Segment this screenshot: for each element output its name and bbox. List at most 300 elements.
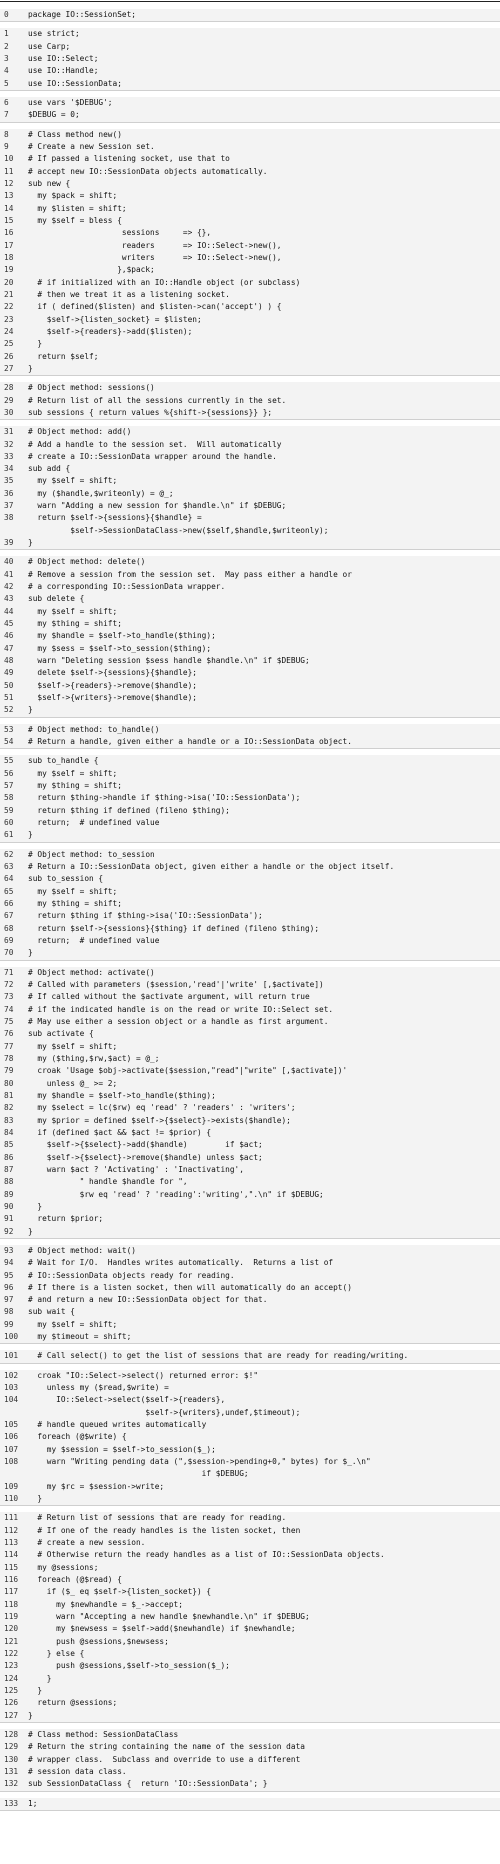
line-number: 48 [4,656,14,666]
line-number: 52 [4,705,14,715]
code-line [0,991,500,1003]
line-source: } [28,363,33,373]
code-line [0,947,500,959]
code-line [0,1004,500,1016]
code-line [0,829,500,841]
line-source: use IO::Select; [28,53,99,63]
line-source: } [28,1686,43,1695]
line-source: my $self = bless { [28,215,122,225]
line-number: 0 [4,10,9,19]
line-number: 128 [4,1729,19,1739]
line-source: foreach (@$write) { [28,1432,127,1442]
line-number: 2 [4,41,9,51]
line-number: 6 [4,97,9,107]
code-line [0,215,500,227]
line-number: 15 [4,215,14,225]
line-source: my $self = shift; [28,1041,118,1051]
code-line [0,886,500,898]
line-number: 66 [4,898,14,908]
line-source: } [28,538,33,548]
code-block [0,1729,500,1792]
line-number: 36 [4,488,14,498]
code-line [0,1697,500,1709]
line-source: warn $act ? 'Activating' : 'Inactivating', [28,1164,244,1174]
line-number: 26 [4,351,14,361]
line-number: 20 [4,277,14,287]
code-line [0,1394,500,1406]
code-line [0,1053,500,1065]
code-line [0,873,500,885]
code-block [0,1798,500,1811]
code-line [0,1407,500,1419]
line-source: readers => IO::Select->new(), [28,240,282,250]
code-line [0,289,500,301]
line-source: IO::Select->select($self->{readers}, [28,1395,226,1405]
code-line [0,439,500,451]
line-number: 93 [4,1245,14,1255]
line-source: return; # undefined value [28,935,160,945]
code-line [0,1741,500,1753]
code-line [0,500,500,512]
line-source: # Remove a session from the session set. May pass either a handle or [28,569,352,579]
line-number: 25 [4,339,14,349]
code-line [0,351,500,363]
line-source: return $thing if defined (fileno $thing); [28,805,230,815]
line-number: 65 [4,886,14,896]
code-line [0,363,500,375]
code-line [0,252,500,264]
code-listing [0,9,500,1811]
code-line [0,606,500,618]
line-source: # Create a new Session set. [28,141,155,151]
code-line [0,166,500,178]
code-line [0,338,500,350]
line-number: 108 [4,1457,19,1467]
line-source: unless my ($read,$write) = [28,1383,169,1393]
code-line [0,581,500,593]
line-source: my $thing = shift; [28,619,122,629]
code-line [0,203,500,215]
line-source: # If called without the $activate argument, will return true [28,992,310,1002]
line-source: my $rc = $session->write; [28,1481,165,1491]
code-line [0,463,500,475]
code-line [0,65,500,77]
code-line [0,141,500,153]
line-source: return $self->{sessions}{$thing} if defined (fileno $thing); [28,923,320,933]
code-line [0,724,500,736]
code-line [0,910,500,922]
line-number: 12 [4,178,14,188]
line-source: unless @_ >= 2; [28,1078,118,1088]
code-line [0,475,500,487]
code-line [0,1152,500,1164]
line-number: 51 [4,693,14,703]
code-line [0,1201,500,1213]
line-number: 30 [4,407,14,417]
line-number: 75 [4,1016,14,1026]
line-source: warn "Adding a new session for $handle.\n" if $DEBUG; [28,501,287,511]
line-source: # If passed a listening socket, use that to [28,154,230,164]
line-number: 129 [4,1742,19,1752]
code-block [0,724,500,750]
code-line [0,817,500,829]
line-number [0,525,28,537]
line-source: my $prior = defined $self->{$select}->exists($handle); [28,1115,291,1125]
code-line [0,1419,500,1431]
code-line [0,488,500,500]
line-number: 62 [4,849,14,859]
line-number: 133 [4,1798,19,1808]
line-source: if ( defined($listen) and $listen->can('accept') ) { [28,302,282,312]
code-line [0,1176,500,1188]
line-source: # Called with parameters ($session,'read'|'write' [,$activate]) [28,979,324,989]
line-number: 74 [4,1004,14,1014]
line-source: push @sessions,$newsess; [28,1636,169,1646]
code-line [0,1282,500,1294]
line-number: 57 [4,781,14,791]
code-line [0,1431,500,1443]
line-number: 124 [4,1673,19,1683]
line-number: 102 [4,1370,19,1380]
line-source: # session data class. [28,1766,127,1776]
code-line [0,1729,500,1741]
code-line [0,1599,500,1611]
line-number: 94 [4,1258,14,1268]
line-number: 125 [4,1686,19,1695]
code-line [0,1090,500,1102]
line-number: 110 [4,1494,19,1504]
line-number: 92 [4,1226,14,1236]
code-line [0,1331,500,1343]
code-line [0,240,500,252]
line-number: 21 [4,289,14,299]
line-source: # create a IO::SessionData wrapper around the handle. [28,451,277,461]
line-source: if (defined $act && $act != $prior) { [28,1127,212,1137]
line-number: 104 [4,1395,19,1405]
line-number: 59 [4,805,14,815]
line-source: $self->{$select}->remove($handle) unless $act; [28,1152,263,1162]
code-line [0,861,500,873]
line-source: use strict; [28,29,80,39]
code-line [0,792,500,804]
line-source: sub to_session { [28,874,104,884]
code-line [0,1115,500,1127]
line-number: 70 [4,948,14,958]
code-line [0,655,500,667]
line-number: 112 [4,1525,19,1535]
line-number: 76 [4,1029,14,1039]
line-source: my $session = $self->to_session($_); [28,1444,216,1454]
code-line [0,1468,500,1480]
line-source: push @sessions,$self->to_session($_); [28,1661,230,1671]
code-line [0,1444,500,1456]
line-source: # accept new IO::SessionData objects automatically. [28,166,268,176]
line-source: " handle $handle for ", [28,1177,188,1187]
line-number: 54 [4,737,14,747]
code-line [0,1164,500,1176]
line-source: 1; [28,1798,38,1808]
line-number: 64 [4,874,14,884]
code-line [0,109,500,121]
line-source: my $newsess = $self->add($newhandle) if $newhandle; [28,1624,296,1634]
line-source: sub new { [28,178,71,188]
line-number: 100 [4,1332,19,1342]
code-line [0,692,500,704]
code-line [0,1294,500,1306]
line-number: 69 [4,935,14,945]
line-source: use IO::Handle; [28,66,99,76]
line-number: 27 [4,363,14,373]
line-number: 13 [4,191,14,201]
line-source: } [28,948,33,958]
code-line [0,382,500,394]
line-number: 103 [4,1383,19,1393]
line-source: $self->SessionDataClass->new($self,$handle,$writeonly); [28,525,329,535]
code-line [0,630,500,642]
line-number: 40 [4,557,14,567]
line-source: my $self = shift; [28,476,118,486]
code-line [0,1623,500,1635]
line-source: # Object method: wait() [28,1245,136,1255]
line-source: # and return a new IO::SessionData object for that. [28,1295,268,1305]
line-source: # Object method: add() [28,427,132,437]
code-line [0,979,500,991]
line-number: 32 [4,439,14,449]
code-line [0,1078,500,1090]
code-line [0,407,500,419]
line-number: 73 [4,992,14,1002]
code-line [0,935,500,947]
line-source: sub sessions { return values %{shift->{sessions}} }; [28,407,273,417]
line-source: delete $self->{sessions}{$handle}; [28,668,197,678]
code-line [0,1525,500,1537]
line-source: my $handle = $self->to_handle($thing); [28,631,216,641]
line-number: 53 [4,724,14,734]
code-line [0,1127,500,1139]
line-source: my ($handle,$writeonly) = @_; [28,488,174,498]
code-line [0,1778,500,1790]
line-number: 71 [4,967,14,977]
line-source: writers => IO::Select->new(), [28,252,282,262]
code-line [0,1041,500,1053]
code-line [0,1562,500,1574]
code-line [0,28,500,40]
code-line [0,967,500,979]
code-line [0,190,500,202]
code-line [0,1611,500,1623]
line-source: } [28,1673,52,1683]
line-number: 3 [4,53,9,63]
line-number [0,1468,28,1480]
line-number: 117 [4,1587,19,1597]
code-line [0,667,500,679]
code-line [0,1028,500,1040]
line-number: 121 [4,1636,19,1646]
line-source: my $self = shift; [28,1319,118,1329]
line-number: 114 [4,1550,19,1560]
line-source: } [28,1494,43,1504]
line-number: 126 [4,1698,19,1708]
line-source: sub add { [28,464,71,474]
line-number: 14 [4,203,14,213]
code-block [0,755,500,842]
code-line [0,277,500,289]
code-line [0,849,500,861]
code-line [0,768,500,780]
line-number: 44 [4,606,14,616]
line-number: 118 [4,1599,19,1609]
code-line [0,1798,500,1810]
line-source: # Class method: SessionDataClass [28,1729,179,1739]
code-line [0,512,500,524]
line-source: $self->{writers}->remove($handle); [28,693,197,703]
line-number [0,1407,28,1419]
line-number: 95 [4,1270,14,1280]
line-source: my $pack = shift; [28,191,118,201]
code-line [0,1382,500,1394]
code-block [0,426,500,550]
line-source: } [28,1710,33,1720]
line-source: } [28,830,33,840]
line-number: 78 [4,1053,14,1063]
code-line [0,780,500,792]
line-source: my $thing = shift; [28,898,122,908]
line-source: # If there is a listen socket, then will automatically do an accept() [28,1282,352,1292]
code-line [0,1189,500,1201]
line-number: 82 [4,1103,14,1113]
line-source: my $select = lc($rw) eq 'read' ? 'readers' : 'writers'; [28,1103,296,1113]
line-number: 5 [4,78,9,88]
line-number: 4 [4,66,9,76]
line-source: use Carp; [28,41,71,51]
code-line [0,1481,500,1493]
code-block [0,849,500,961]
line-source: my @sessions; [28,1562,99,1572]
code-line [0,923,500,935]
line-number: 111 [4,1513,19,1523]
line-number: 63 [4,862,14,871]
code-line [0,1139,500,1151]
code-line [0,755,500,767]
line-source: # Add a handle to the session set. Will automatically [28,439,282,449]
code-line [0,704,500,716]
line-source: my $timeout = shift; [28,1332,132,1342]
line-number: 81 [4,1090,14,1100]
code-block [0,1370,500,1507]
line-number: 96 [4,1282,14,1292]
code-line [0,1065,500,1077]
line-source: $self->{writers},undef,$timeout); [28,1407,301,1417]
line-source: # Return the string containing the name of the session data [28,1742,305,1752]
line-number: 49 [4,668,14,678]
line-source: $DEBUG = 0; [28,110,80,120]
line-source: },$pack; [28,265,155,275]
line-number: 41 [4,569,14,579]
code-block [0,129,500,377]
line-number: 19 [4,265,14,275]
code-line [0,1226,500,1238]
line-source: # Return list of sessions that are ready for reading. [28,1513,287,1523]
line-number: 43 [4,594,14,604]
code-line [0,178,500,190]
line-number: 91 [4,1214,14,1224]
code-line [0,1586,500,1598]
code-line [0,1673,500,1685]
line-source: if $DEBUG; [28,1469,249,1479]
code-line [0,1319,500,1331]
line-number: 35 [4,476,14,486]
line-number: 106 [4,1432,19,1442]
code-line [0,301,500,313]
line-number: 7 [4,110,9,120]
line-number: 109 [4,1481,19,1491]
code-block [0,1245,500,1345]
line-source: my $thing = shift; [28,781,122,791]
code-line [0,1574,500,1586]
line-source: } [28,705,33,715]
line-source: my $self = shift; [28,886,118,896]
line-source: $self->{listen_socket} = $listen; [28,314,202,324]
line-source: return; # undefined value [28,818,160,828]
line-source: # a corresponding IO::SessionData wrapper. [28,582,226,592]
line-number: 56 [4,768,14,778]
code-line [0,618,500,630]
line-number: 107 [4,1444,19,1454]
line-source: # Call select() to get the list of sessions that are ready for reading/writing. [28,1351,409,1361]
code-line [0,1350,500,1362]
line-source: # create a new session. [28,1538,146,1548]
line-number: 55 [4,756,14,766]
line-source: foreach (@$read) { [28,1575,122,1585]
code-line [0,736,500,748]
code-line [0,1370,500,1382]
code-line [0,227,500,239]
code-line [0,1016,500,1028]
code-line [0,805,500,817]
line-number: 85 [4,1140,14,1150]
line-source: sub activate { [28,1029,94,1039]
code-line [0,1766,500,1778]
line-number: 29 [4,395,14,405]
line-number: 34 [4,464,14,474]
line-number: 83 [4,1115,14,1125]
line-source: if ($_ eq $self->{listen_socket}) { [28,1587,212,1597]
line-source: # May use either a session object or a handle as first argument. [28,1016,329,1026]
line-source: } [28,1226,33,1236]
line-source: use vars '$DEBUG'; [28,97,113,107]
line-source: sessions => {}, [28,228,212,238]
line-source: # Object method: delete() [28,557,146,567]
line-source: # Return a handle, given either a handle or a IO::SessionData object. [28,737,352,747]
code-line [0,395,500,407]
line-source: $self->{$select}->add($handle) if $act; [28,1140,263,1150]
line-source: warn "Deleting session $sess handle $handle.\n" if $DEBUG; [28,656,310,666]
code-line [0,1306,500,1318]
line-number: 99 [4,1319,14,1329]
line-source: my ($thing,$rw,$act) = @_; [28,1053,160,1063]
code-block [0,967,500,1239]
line-number: 33 [4,451,14,461]
code-line [0,1102,500,1114]
line-number: 24 [4,326,14,336]
code-line [0,129,500,141]
line-source: return @sessions; [28,1698,118,1708]
line-source: my $self = shift; [28,768,118,778]
line-source: # Otherwise return the ready handles as a list of IO::SessionData objects. [28,1550,385,1560]
line-number: 86 [4,1152,14,1162]
code-line [0,314,500,326]
line-number: 88 [4,1177,14,1187]
